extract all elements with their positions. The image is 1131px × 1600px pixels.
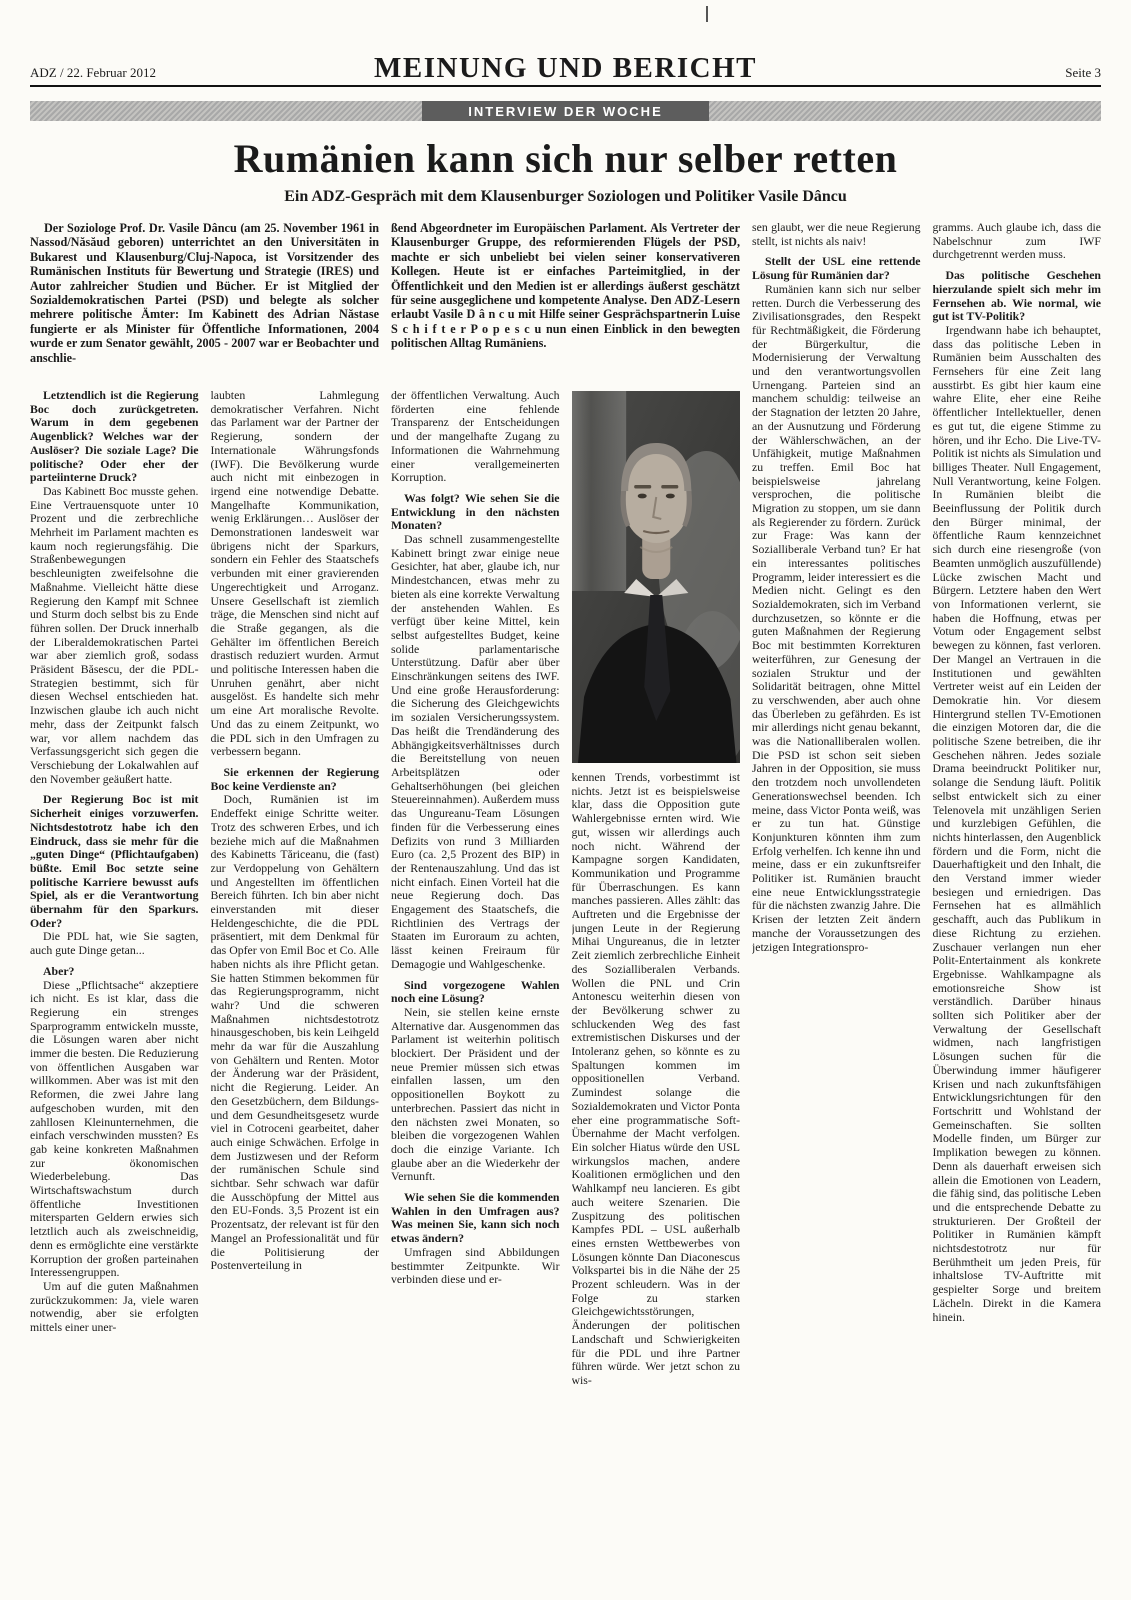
interview-answer: Das Kabinett Boc musste gehen. Eine Vertrauensquote unter 10 Prozent und die zerbrechliche Mehrheit im Parlament machten es kaum noch regierungsfähig. Die Straßenbewegungen beschleunigten zweifelsohne die Maßnahme. Vielleicht hätte diese Regierung den Kampf mit Schnee und Sturm doch selbst bis zu Ende führen sollen. Der Druck innerhalb der Liberaldemokratischen Partei war aber ziemlich groß, sodass Präsident Băsescu, der die PDL-Strategien bestimmt, sich für diesen Wechsel entschieden hat. Inzwischen glaube ich auch nicht mehr, dass der Zeitpunkt falsch war, vor allem nachdem das Verfassungsgericht sich gegen die Verschiebung der Lokalwahlen auf den November geäußert hatte. xyxy=(30,483,199,786)
kicker-label: INTERVIEW DER WOCHE xyxy=(422,101,709,121)
interview-question: Aber? xyxy=(43,963,75,978)
body-columns-left xyxy=(30,389,740,1558)
interview-answer: Um auf die guten Maßnahmen zurückzukommen: Ja, viele waren notwendig, aber sie erfolgten mittels einer uner- xyxy=(30,1279,199,1335)
interview-answer: Irgendwann habe ich behauptet, dass das politische Leben in Rumänien beim Ausschalten des Fernsehers für eine Zeit lang ausstirbt. Es gibt hier kaum eine wahre Elite, eher eine Reihe öffentlicher Intellektueller, denen es gut tut, die eigene Stimme zu hören, und ihr Echo. Die Live-TV-Politik ist nichts als Simulation und billiges Theater. Null Engagement, Null Verantwortung, keine Folgen. In Rumänien bleibt die Beeinflussung der Politik durch den Bürger minimal, der öffentliche Raum kennzeichnet sich durch eine riesengroße (von Beamten unmöglich auszufüllende) Lücke zwischen Macht und Bürgern. Letztere haben den Wert von Informationen verlernt, sie haben die Hoffnung, etwas per Votum oder Engagement selbst bewegen zu können, fast verloren. Der Mangel an Vertrauen in die Institutionen und gewählten Vertreter weist auf ein Leiden der Demokratie hin. Vor diesem Hintergrund stellen TV-Emotionen die einzigen Motoren dar, die die politische Szene betreiben, die ihr Geschehen nähren. Jedes soziale Drama beeindruckt Politiker nur, solange die Sendung läuft. Politik selbst entwickelt sich zu einer Telenovela mit unzähligen Serien und kurzlebigen Gefühlen, die nichts hinterlassen, den Augenblick fördern und die Form, nicht die Dauerhaftigkeit und den Inhalt, die den Verstand immer wieder besiegen und erniedrigen. Das Fernsehen hat es allmählich geschafft, auch das Publikum in diese Richtung zu erziehen. Zuschauer verlangen nun eher Polit-Entertainment als konkrete Ergebnisse. Wahlkampagne als emotionsreiche Show ist verständlich. Darüber hinaus sollten sich Politiker aber der Verwaltung der Gesellschaft widmen, nach langfristigen Lösungen suchen für die Überwindung immer häufigerer Krisen und nach zukunftsfähigen Entwicklungsrichtungen für den Fortschritt und Wohlstand der Gemeinschaften. Sie sollten Modelle finden, um Bürger zur Implikation bewegen zu können. Denn als dauerhaft erweisen sich allein die Emotionen von Leadern, die fähig sind, das politische Leben und die entsprechende Debatte zu strukturieren. Der Großteil der Politiker in Rumänien kämpft nichtsdestotrotz nur für Berühmtheit um jeden Preis, für inhaltslose TV-Auftritte mit gespielter Sorge und breitem Lächeln. Direkt in die Kamera hinein. xyxy=(932,322,1101,1324)
answer-continuation: sen glaubt, wer die neue Regierung stellt, ist nichts als naiv! xyxy=(752,221,921,248)
masthead xyxy=(30,54,1101,87)
interview-answer: Umfragen sind Abbildungen bestimmter Zeitpunkte. Wir verbinden diese und er- xyxy=(391,1244,560,1287)
interview-question: Letztendlich ist die Regierung Boc doch zurückgetreten. Warum in dem gegebenen Augenblick? Welches war der Auslöser? Die soziale Lage? Die politische? Oder eher der parteiinterne Druck? xyxy=(30,389,199,485)
section-title: MEINUNG UND BERICHT xyxy=(374,52,757,84)
answer-continuation: gramms. Auch glaube ich, dass die Nabelschnur zum IWF durchgetrennt werden muss. xyxy=(932,221,1101,262)
body-column-4 xyxy=(572,389,741,1558)
interview-question: Stellt der USL eine rettende Lösung für Rumänien dar? xyxy=(752,254,921,283)
portrait-photo xyxy=(572,391,741,763)
body-column-5 xyxy=(752,221,921,1558)
body-column-2 xyxy=(211,389,380,1558)
intro-column-2: ßend Abgeordneter im Europäischen Parlament. Als Vertreter der Klausenburger Gruppe, des reformierenden Flügels der PSD, machte er sich unbeliebt bei vielen seiner konservativeren Kollegen. Heute ist er einfaches Parteimitglied, in der Öffentlichkeit und den Medien ist er allerdings äußerst geschätzt für seine ausgeglichene und kompetente Analyse. Den ADZ-Lesern erlaubt Vasile D â n c u mit Hilfe seiner Gesprächspartnerin Luise S c h i f t e r P o p e s c u nun einen Einblick in den bewegten politischen Alltag Rumäniens. xyxy=(391,221,740,351)
article-body xyxy=(30,221,1101,1558)
body-column-4-text xyxy=(572,771,741,1388)
interview-question: Sind vorgezogene Wahlen noch eine Lösung? xyxy=(391,977,560,1006)
interview-question: Was folgt? Wie sehen Sie die Entwicklung in den nächsten Monaten? xyxy=(391,490,560,533)
page-number: Seite 3 xyxy=(1065,65,1101,80)
interview-answer: Nein, sie stellen keine ernste Alternative dar. Ausgenommen das Parlament ist weiterhin politisch blockiert. Der Präsident und der neue Premier müssen sich etwas einfallen lassen, um den oppositionellen Boykott zu unterbrechen. Passiert das nicht in den nächsten zwei Monaten, so bleiben die vorgezogenen Wahlen doch die einzige Variante. Ich glaube aber an die Wiederkehr der Vernunft. xyxy=(391,1004,560,1184)
intro-column-1: Der Soziologe Prof. Dr. Vasile Dâncu (am 25. November 1961 in Nassod/Năsăud geboren) unterrichtet an den Universitäten in Bukarest und Klausenburg/Cluj-Napoca, ist Vorsitzender des Rumänischen Instituts für Bewertung und Strategie (IRES) und Autor zahlreicher Studien und Bücher. Er ist Mitglied der Sozialdemokratischen Partei (PSD) und belegte als solcher mehrere politische Ämter: Im Kabinett des Adrian Năstase fungierte er als Minister für Öffentliche Informationen, 2004 wurde er zum Senator gewählt, 2005 - 2007 war er Beobachter und anschlie- xyxy=(30,221,379,365)
interview-answer: Rumänien kann sich nur selber retten. Durch die Verbesserung des Zivilisationsgrades, den Respekt für Rechtmäßigkeit, die Förderung der Bürgerkultur, die Modernisierung der Verwaltung und den verantwortungsvollen Urnengang. Parteien sind an manchem schuldig: teilweise an der Stagnation der letzten 20 Jahre, an der Ausnutzung und Förderung der Wählerschwächen, an der Unfähigkeit, mutige Maßnahmen zu treffen. Emil Boc hat beispielsweise jahrelang versprochen, die politische Migration zu stoppen, um sie dann als Regierender zu fördern. Zurück zur Frage: Was kann der Sozialliberale Verband tun? Er hat ein interessantes politisches Programm, leider interessiert es die Medien nicht. Gelingt es den Sozialdemokraten, sich im Verband durchzusetzen, so könnte er die guten Maßnahmen der Regierung Boc mit bestimmten Korrekturen weiterführen, zur Genesung der sozialen Struktur und der Solidarität beitragen, ohne Mittel zu verschwenden, aber auch ohne das Überleben zu gefährden. Es ist mir allerdings nicht genau bekannt, was die Nationalliberalen wollen. Die PSD ist schon seit sieben Jahren in der Opposition, sie muss den trotzdem noch unvollendeten Generationswechsel beenden. Ich meine, dass Victor Ponta weiß, was er zu tun hat. Günstige Konjunkturen könnten ihm zum Erfolg verhelfen. Ich kenne ihn und meine, dass er ein zukunftsreifer Politiker ist. Rumänien braucht eine neue Entwicklungsstrategie für die nächsten zwanzig Jahre. Die Krisen der letzten Zeit ändern manche der Voraussetzungen des jetzigen Integrationspro- xyxy=(752,281,921,954)
interview-answer: Die PDL hat, wie Sie sagten, auch gute Dinge getan... xyxy=(30,929,199,958)
interview-answer: Diese „Pflichtsache“ akzeptiere ich nicht. Es ist klar, dass die Regierung ein strenges Sparprogramm entwickeln musste, die Lösungen waren aber nicht immer die besten. Die Reduzierung von öffentlichen Ausgaben war willkommen. Aber was ist mit den Reformen, die zwei Jahre lang aufgeschoben wurden, mit den zahllosen Kleinunternehmen, die einfach verschwinden mussten? Es gab keine konkreten Maßnahmen zur ökonomischen Wiederbelebung. Das Wirtschaftswachstum durch öffentliche Investitionen mitersparten Geldern erwies sich letztlich auch als zweischneidig, denn es ermöglichte eine verstärkte Korruption der großen parteinahen Interessengruppen. xyxy=(30,977,199,1280)
left-section xyxy=(30,221,740,1558)
interview-question: Der Regierung Boc ist mit Sicherheit einiges vorzuwerfen. Nichtsdestotrotz habe ich den Eindruck, dass sie mehr für die „guten Dinge“ (Pflichtaufgaben) büßte. Emil Boc setzte seine politische Karriere bewusst aufs Spiel, als er die Verantwortung übernahm für den Sparkurs. Oder? xyxy=(30,792,199,930)
interview-question: Sie erkennen der Regierung Boc keine Verdienste an? xyxy=(210,764,379,793)
interview-question: Wie sehen Sie die kommenden Wahlen in den Umfragen aus? Was meinen Sie, kann sich noch etwas ändern? xyxy=(391,1190,560,1246)
interview-answer: Doch, Rumänien ist im Endeffekt einige Schritte weiter. Trotz des schweren Erbes, und ich beziehe mich auf die Maßnahmen des Kabinetts Tăriceanu, die (fast) zur Verdoppelung von Gehältern und Angestellten im öffentlichen Bereich führten. Ich bin aber nicht einverstanden mit dieser Heldengeschichte, die die PDL präsentiert, mit dem Denkmal für das Opfer von Emil Boc et Co. Alle haben nichts als ihre Pflicht getan. Sie hatten Stimmen bekommen für das Regierungsprogramm, nicht wahr? Und die schweren Maßnahmen nichtsdestotrotz hinausgeschoben, bis kein Leihgeld mehr da war für die Auszahlung von Gehältern und Renten. Motor der Änderung war der Präsident, nicht die Regierung. Leider. An den Gesetzbüchern, dem Bildungs- und dem Gesundheitsgesetz wurde viel in Cotroceni gearbeitet, daher auch einige Schwächen. Erfolge in dem Justizwesen und der Reform der rumänischen Schule sind sichtbar. Sehr schwach war dafür die Ausschöpfung der Mittel aus den EU-Fonds. 3,5 Prozent ist ein Prozentsatz, der relevant ist für den Mangel an Professionalität und für die Politisierung der Postenverteilung in xyxy=(210,792,379,1273)
intro-block xyxy=(30,221,740,379)
kicker-bar xyxy=(30,101,1101,121)
answer-continuation: kennen Trends, vorbestimmt ist nichts. Jetzt ist es beispielsweise klar, dass die Opposition gute Wahlergebnisse ernten wird. Wie gut, wissen wir allerdings auch noch nicht. Während der Kampagne sorgen Kandidaten, Kommunikation und Programme für Überraschungen. Es kann manches passieren. Alles zählt: das Auftreten und die Ergebnisse der jungen Leute in der Regierung Mihai Ungureanus, die in letzter Zeit ziemlich zerbrechliche Einheit des Sozialliberalen Verbands. Wollen die PNL und Crin Antonescu weiterhin diesen von der Bevölkerung schwer zu schluckenden Weg des fast extremistischen Diskurses und der Intoleranz gehen, so könnte es zu Spaltungen kommen im oppositionellen Verband. Zumindest solange die Sozialdemokraten und Victor Ponta eher eine programmatische Soft-Übernahme der Macht verfolgen. Ein solcher Hiatus würde den USL wirkungslos machen, andere Koalitionen ermöglichen und den Wahlkampf neu lancieren. Es gibt auch weitere Szenarien. Die Zuspitzung des politischen Kampfes PDL – USL außerhalb eines ernsten Wettbewerbes von Lösungen könnte Dan Diaconescus Volkspartei bis in die Nähe der 25 Prozent schleudern. Was in der Folge zu starken Gleichgewichtsstörungen, Änderungen der politischen Landschaft und Schwierigkeiten für die PDL und ihre Partner führen würde. Wer jetzt schon zu wis- xyxy=(571,770,740,1387)
body-column-6 xyxy=(933,221,1102,1558)
edition-date: ADZ / 22. Februar 2012 xyxy=(30,65,157,80)
body-column-1 xyxy=(30,389,199,1558)
scan-fold-mark xyxy=(706,6,708,22)
interview-answer: Das schnell zusammengestellte Kabinett bringt zwar einige neue Gesichter, hat aber, glaube ich, nur Mindestchancen, etwas mehr zu bieten als eine korrekte Verwaltung der anstehenden Wahlen. Es verfügt über keine Mittel, kein selbst aufgestelltes Budget, keine solide parlamentarische Unterstützung. Dafür aber über Einschränkungen seitens des IWF. Und eine große Herausforderung: die Sicherung des Gleichgewichts im sozialen Versicherungssystem. Das heißt die Trendänderung des Abhängigkeitsverhältnisses durch die Bereitstellung von neuen Arbeitsplätzen oder Gehaltserhöhungen (bei gleichen Steuereinnahmen). Außerdem muss das Ungureanu-Team Lösungen finden für die Verbesserung eines Defizits von rund 3 Milliarden Euro (ca. 2,5 Prozent des BIP) in der Rentenauszahlung. Und das ist nicht einfach. Einen Vorteil hat die neue Regierung doch. Das Engagement des Staatschefs, die Richtlinien des Vertrags der Staaten im Euroraum zu achten, lässt keinen Freiraum für Demagogie und Wahlgeschenke. xyxy=(391,532,560,971)
answer-continuation: laubten Lahmlegung demokratischer Verfahren. Nicht das Parlament war der Partner der Regierung, sondern der Internationale Währungsfonds (IWF). Die Bevölkerung wurde auch nicht mit einbezogen in irgend eine notwendige Debatte. Mangelhafte Kommunikation, wenig Erklärungen… Auslöser der Demonstrationen landesweit war übrigens nicht der Sparkurs, sondern ein Fehler des Staatschefs verbunden mit einer gravierenden Ungerechtigkeit und Arroganz. Unsere Gesellschaft ist ziemlich träge, die Menschen sind nicht auf die Straße gegangen, als die Gehälter im öffentlichen Bereich drastisch reduziert wurden. Armut und politische Interessen haben die Unruhen genährt, aber nicht ausgelöst. Es handelte sich mehr um eine Art moralische Revolte. Und das zu einem Zeitpunkt, wo die PDL sich in den Umfragen zu verbessern begann. xyxy=(210,389,379,759)
portrait-photo-graphic xyxy=(572,391,741,763)
body-column-3 xyxy=(391,389,560,1558)
answer-continuation: der öffentlichen Verwaltung. Auch förderten eine fehlende Transparenz der Entscheidungen und der mangelhafte Zugang zu Informationen die Wahrnehmung einer verallgemeinerten Korruption. xyxy=(391,389,560,485)
article-subhead: Ein ADZ-Gespräch mit dem Klausenburger Soziologen und Politiker Vasile Dâncu xyxy=(284,188,847,205)
interview-question: Das politische Geschehen hierzulande spielt sich mehr im Fernsehen ab. Wie normal, wie gut ist TV-Politik? xyxy=(932,268,1101,324)
article-headline: Rumänien kann sich nur selber retten xyxy=(233,136,898,181)
